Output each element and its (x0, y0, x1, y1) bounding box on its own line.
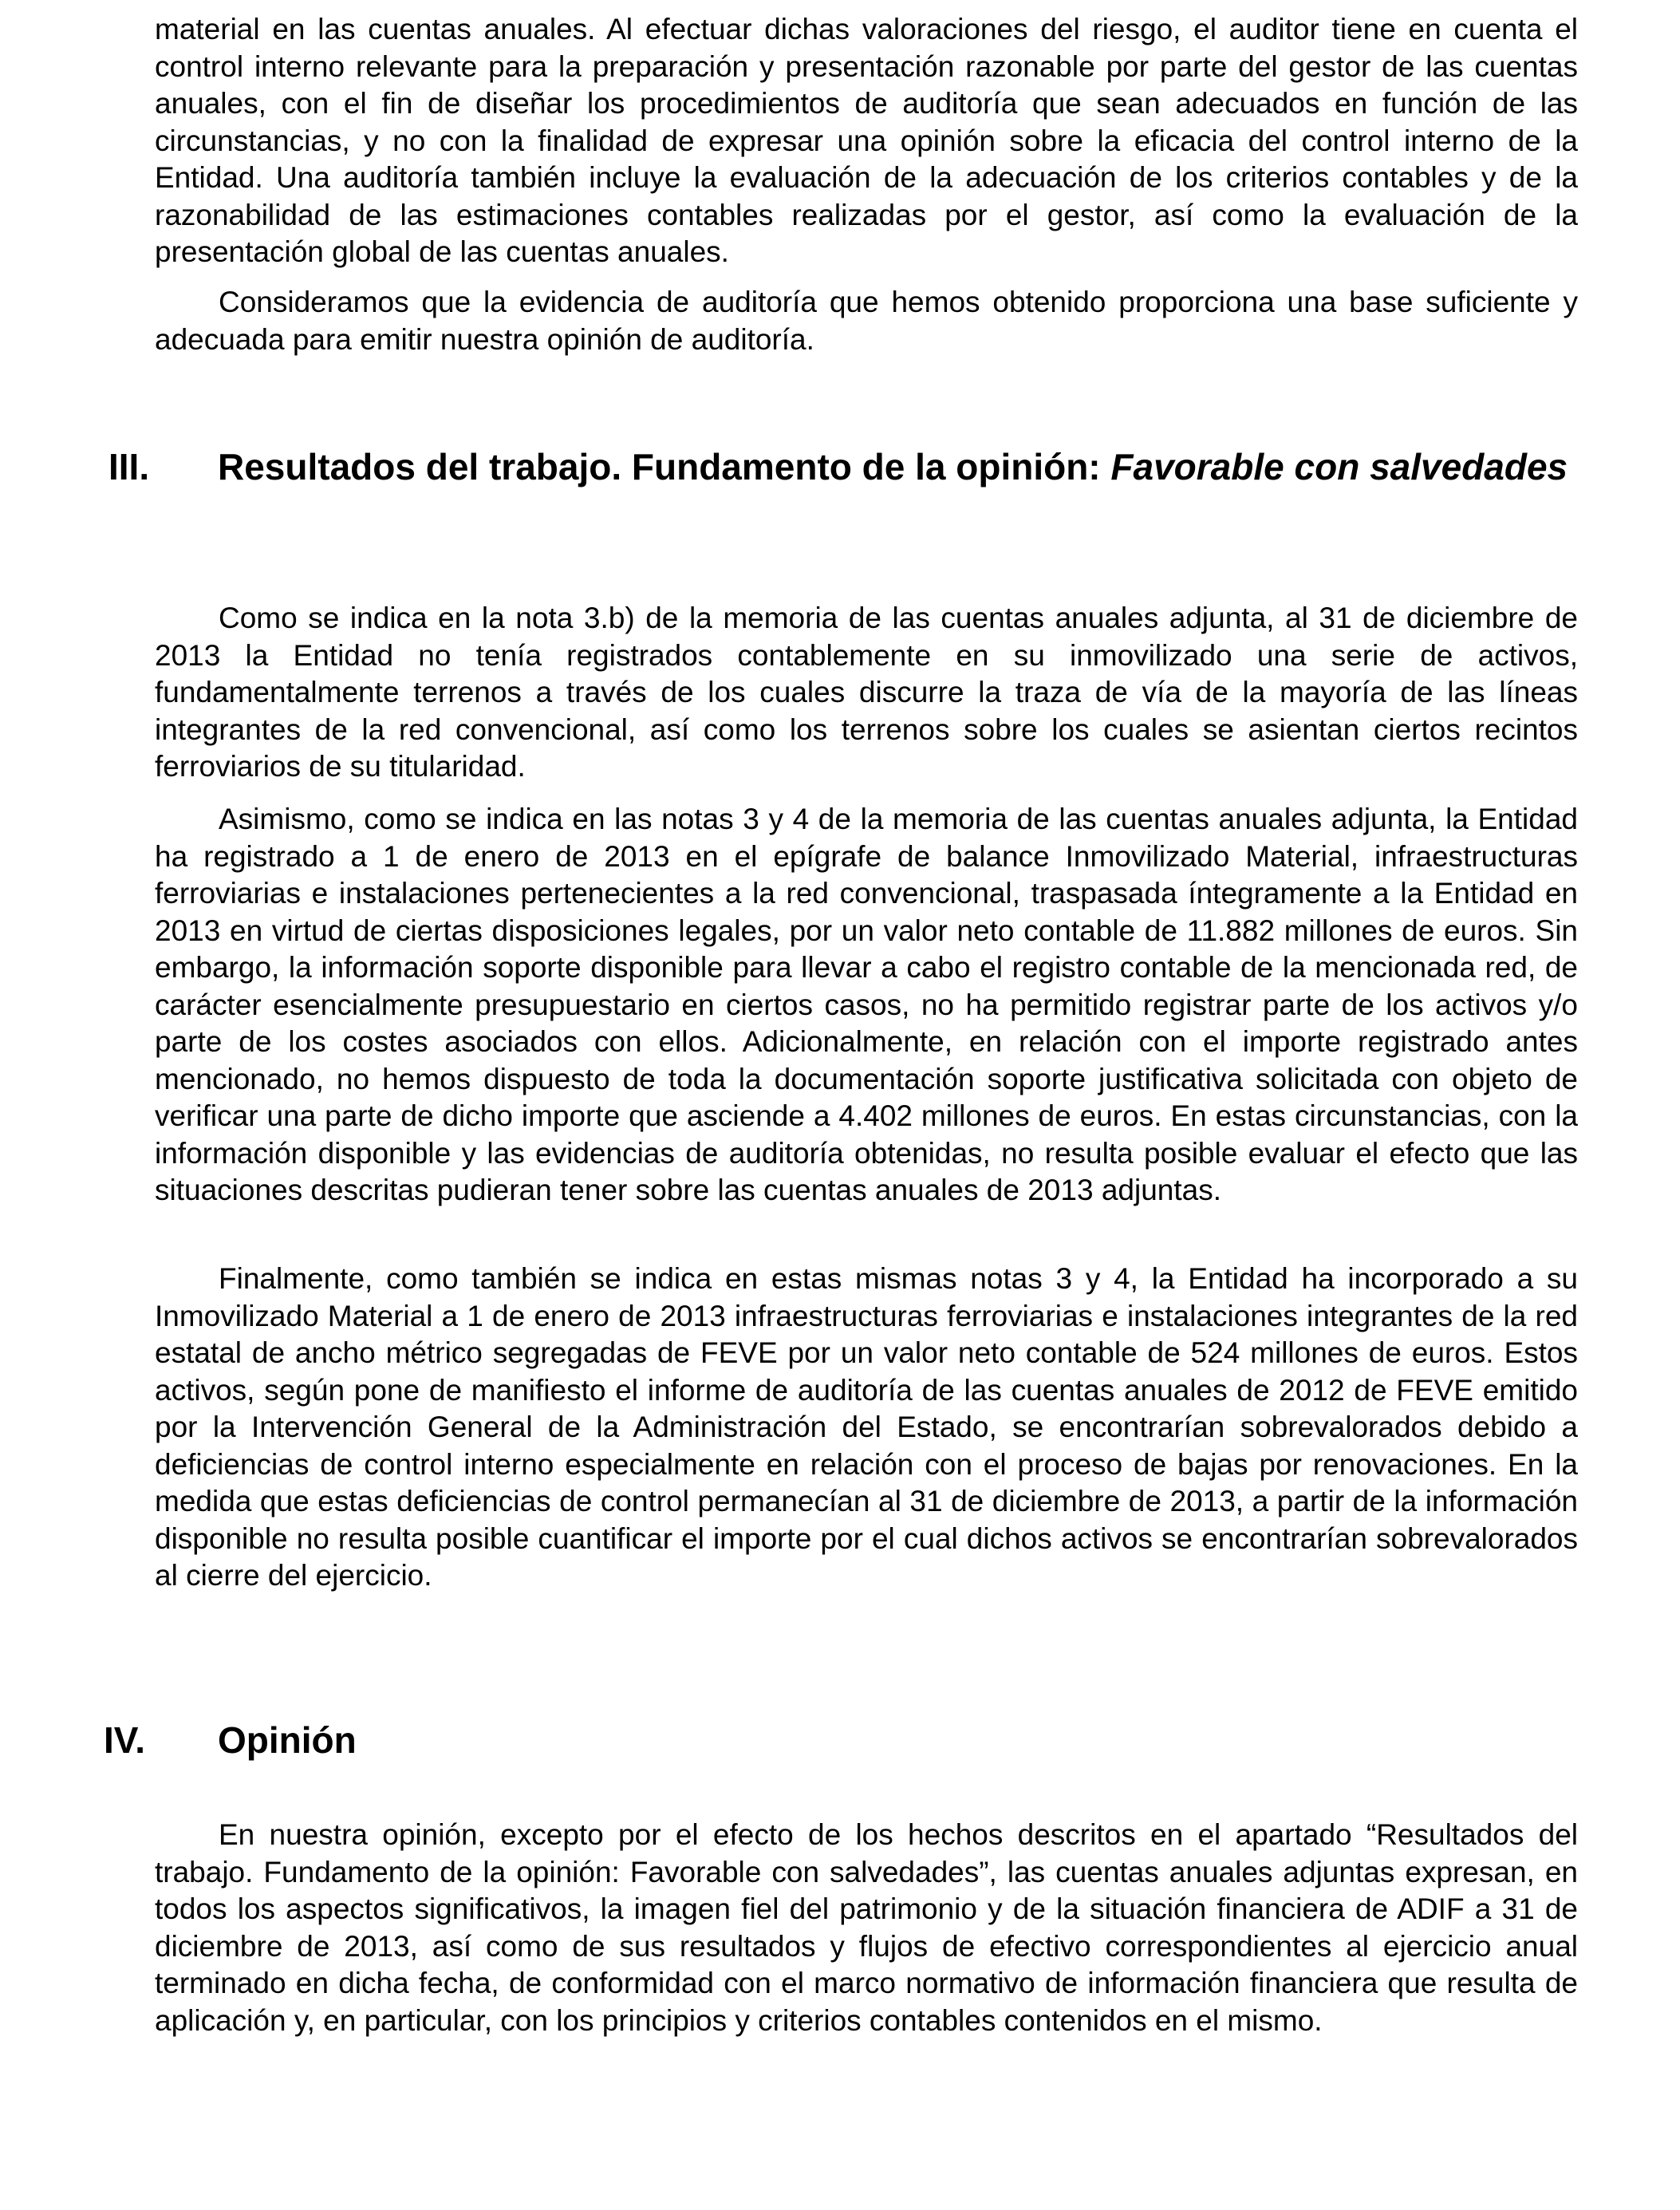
section-3-paragraph-1: Como se indica en la nota 3.b) de la memoria de las cuentas anuales adjunta, al 31 de diciembre de 2013 la Entidad no tenía registrados contablemente en su inmovilizado una serie de activos, fundamentalmente terrenos a través de los cuales discurre la traza de vía de la mayoría de las líneas integrantes de la red convencional, así como los terrenos sobre los cuales se asientan ciertos recintos ferroviarios de su titularidad. (155, 602, 1578, 783)
section-4-number: IV. (104, 1719, 146, 1761)
section-3-title-text: Resultados del trabajo. Fundamento de la opinión: (218, 446, 1111, 487)
section-3-title (218, 443, 1578, 491)
section-3-paragraph-2: Asimismo, como se indica en las notas 3 y 4 de la memoria de las cuentas anuales adjunta, la Entidad ha registrado a 1 de enero de 2013 en el epígrafe de balance Inmovilizado Material, infraestructuras ferroviarias e instalaciones pertenecientes a la red convencional, traspasada íntegramente a la Entidad en 2013 en virtud de ciertas disposiciones legales, por un valor neto contable de 11.882 millones de euros. Sin embargo, la información soporte disponible para llevar a cabo el registro contable de la mencionada red, de carácter esencialmente presupuestario en ciertos casos, no ha permitido registrar parte de los activos y/o parte de los costes asociados con ellos. Adicionalmente, en relación con el importe registrado antes mencionado, no hemos dispuesto de toda la documentación soporte justificativa solicitada con objeto de verificar una parte de dicho importe que asciende a 4.402 millones de euros. En estas circunstancias, con la información disponible y las evidencias de auditoría obtenidas, no resulta posible evaluar el efecto que las situaciones descritas pudieran tener sobre las cuentas anuales de 2013 adjuntas. (155, 803, 1578, 1206)
section-3-paragraph-3: Finalmente, como también se indica en estas mismas notas 3 y 4, la Entidad ha incorporado a su Inmovilizado Material a 1 de enero de 2013 infraestructuras ferroviarias e instalaciones integrantes de la red estatal de ancho métrico segregadas de FEVE por un valor neto contable de 524 millones de euros. Estos activos, según pone de manifiesto el informe de auditoría de las cuentas anuales de 2012 de FEVE emitido por la Intervención General de la Administración del Estado, se encontrarían sobrevalorados debido a deficiencias de control interno especialmente en relación con el proceso de bajas por renovaciones. En la medida que estas deficiencias de control permanecían al 31 de diciembre de 2013, a partir de la información disponible no resulta posible cuantificar el importe por el cual dichos activos se encontrarían sobrevalorados al cierre del ejercicio. (155, 1262, 1578, 1592)
intro-paragraph-evidence: Consideramos que la evidencia de auditoría que hemos obtenido proporciona una base suficiente y adecuada para emitir nuestra opinión de auditoría. (155, 286, 1578, 356)
section-4-title: Opinión (218, 1719, 357, 1761)
section-3-title-emphasis: Favorable con salvedades (1110, 446, 1568, 487)
intro-paragraph-continuation: material en las cuentas anuales. Al efectuar dichas valoraciones del riesgo, el auditor tiene en cuenta el control interno relevante para la preparación y presentación razonable por parte del gestor de las cuentas anuales, con el fin de diseñar los procedimientos de auditoría que sean adecuados en función de las circunstancias, y no con la finalidad de expresar una opinión sobre la eficacia del control interno de la Entidad. Una auditoría también incluye la evaluación de la adecuación de los criterios contables y de la razonabilidad de las estimaciones contables realizadas por el gestor, así como la evaluación de la presentación global de las cuentas anuales. (155, 13, 1578, 268)
section-3-number: III. (108, 446, 150, 487)
section-4-paragraph-1: En nuestra opinión, excepto por el efecto de los hechos descritos en el apartado “Resultados del trabajo. Fundamento de la opinión: Favorable con salvedades”, las cuentas anuales adjuntas expresan, en todos los aspectos significativos, la imagen fiel del patrimonio y de la situación financiera de ADIF a 31 de diciembre de 2013, así como de sus resultados y flujos de efectivo correspondientes al ejercicio anual terminado en dicha fecha, de conformidad con el marco normativo de información financiera que resulta de aplicación y, en particular, con los principios y criterios contables contenidos en el mismo. (155, 1818, 1578, 2037)
